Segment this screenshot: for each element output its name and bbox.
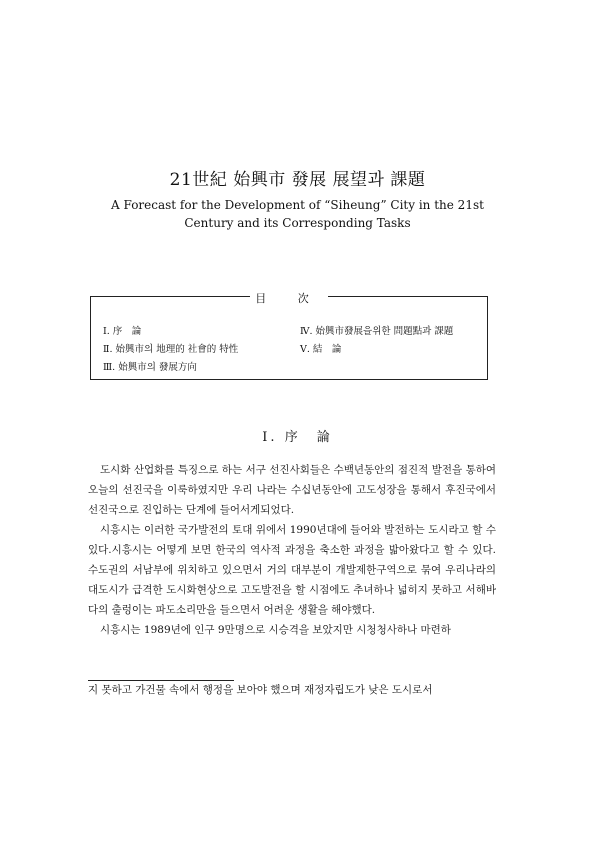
toc-item-3: Ⅲ. 始興市의 發展方向 (103, 362, 197, 373)
table-of-contents-header (90, 290, 488, 304)
subtitle-line-1: A Forecast for the Development of “Siheung” City in the 21st (111, 198, 484, 212)
subtitle-line-2: Century and its Corresponding Tasks (184, 216, 411, 230)
section-title: Ⅰ. 序 論 (262, 430, 333, 445)
toc-item-2: Ⅱ. 始興市의 地理的 社會的 特性 (103, 344, 239, 355)
paragraph-1: 도시화 산업화를 특징으로 하는 서구 선진사회들은 수백년동안의 점진적 발전을 통하여 오늘의 선진국을 이룩하였지만 우리 나라는 수십년동안에 고도성장을 통해서 후진국에서 선진국으로 진입하는 단계에 들어서게되었다. (88, 464, 496, 516)
paragraph-3: 시흥시는 1989년에 인구 9만명으로 시승격을 보았지만 시청청사하나 마련하 (100, 624, 451, 636)
document-title: 21世紀 始興市 發展 展望과 課題 (169, 170, 426, 190)
toc-item-5: Ⅴ. 結 論 (300, 344, 342, 355)
toc-heading: 目 次 (255, 292, 323, 305)
paragraph-2: 시흥시는 이러한 국가발전의 토대 위에서 1990년대에 들어와 발전하는 도시라고 할 수 있다.시흥시는 어떻게 보면 한국의 역사적 과정을 축소한 과정을 밟아왔다고 할 수 있다.수도권의 서남부에 위치하고 있으면서 거의 대부분이 개발제한구역으로 묶여 우리나라의 대도시가 급격한 도시화현상으로 고도발전을 할 시점에도 추녀하나 넓히지 못하고 서해바다의 출렁이는 파도소리만을 들으면서 어려운 생활을 해야했다. (88, 524, 496, 616)
document-subtitle (0, 196, 595, 232)
toc-item-1: Ⅰ. 序 論 (103, 326, 142, 337)
continuation-line: 지 못하고 가건물 속에서 행정을 보아야 했으며 재정자립도가 낮은 도시로서 (88, 684, 433, 696)
toc-rule-right (328, 296, 488, 297)
toc-item-4: Ⅳ. 始興市發展을위한 問題點과 課題 (300, 326, 454, 337)
body-text (88, 460, 496, 640)
